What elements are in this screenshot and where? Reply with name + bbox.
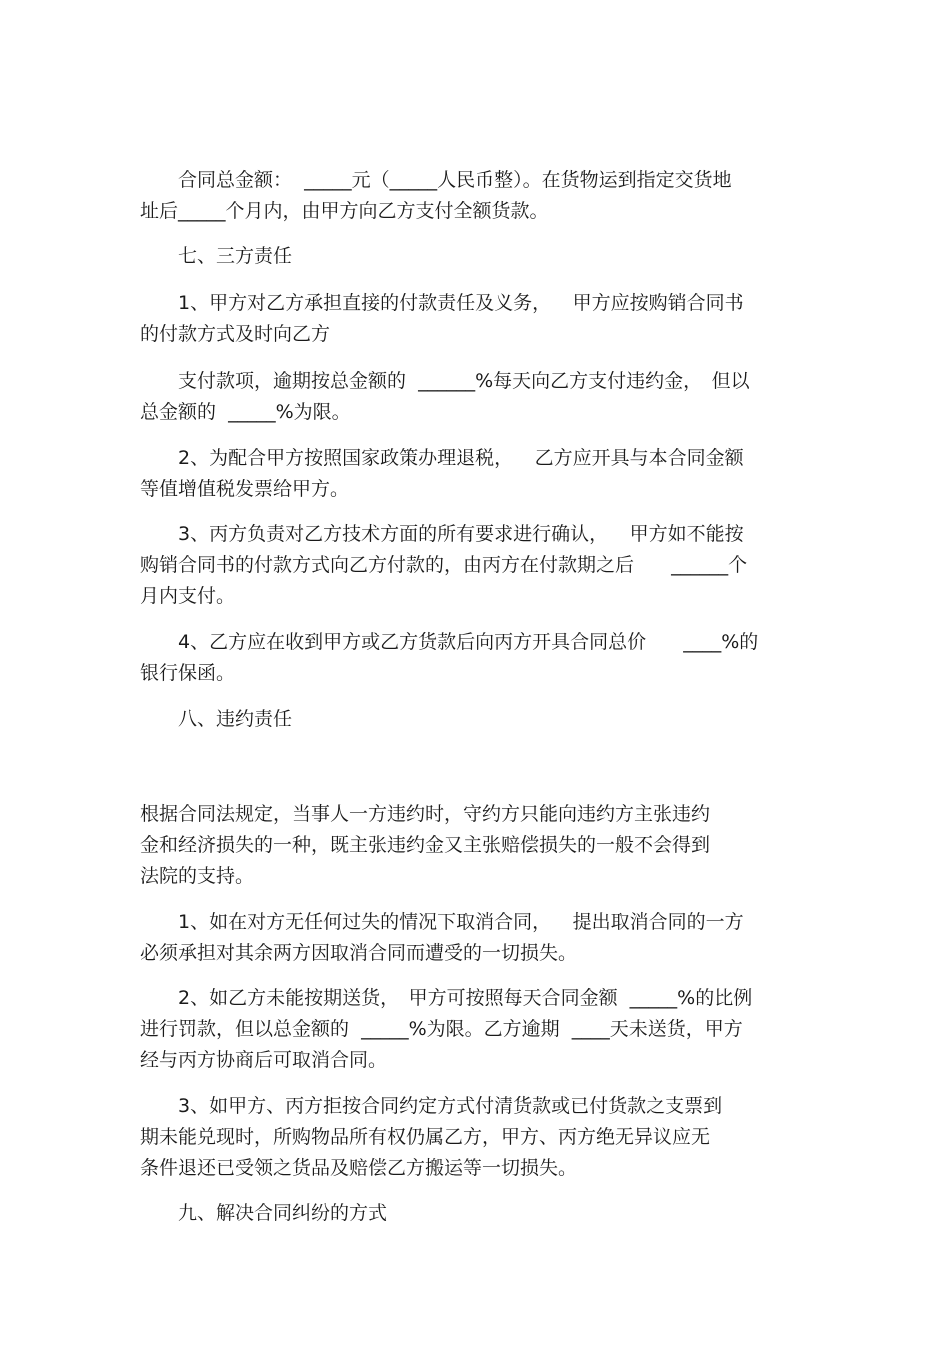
text-line: 3、丙方负责对乙方技术方面的所有要求进行确认， 甲方如不能按 <box>140 523 744 545</box>
text-line: 进行罚款，但以总金额的 _____%为限。乙方逾期 ____天未送货，甲方 <box>140 1018 743 1040</box>
text-line: 月内支付。 <box>140 585 236 607</box>
text-line: 2、如乙方未能按期送货， 甲方可按照每天合同金额 _____%的比例 <box>140 987 753 1009</box>
text-line: 金和经济损失的一种，既主张违约金又主张赔偿损失的一般不会得到 <box>140 834 711 856</box>
section-7-item-4 <box>140 627 812 689</box>
section-8-item-1 <box>140 907 812 969</box>
text-line: 总金额的 _____%为限。 <box>140 401 351 423</box>
text-line: 根据合同法规定，当事人一方违约时，守约方只能向违约方主张违约 <box>140 803 711 825</box>
text-line: 必须承担对其余两方因取消合同而遭受的一切损失。 <box>140 942 578 964</box>
heading-text: 八、违约责任 <box>140 708 293 730</box>
section-8-item-2 <box>140 983 812 1076</box>
section-9-heading <box>140 1198 812 1229</box>
section-7-heading <box>140 241 812 272</box>
section-8-heading <box>140 704 812 735</box>
section-8-item-3 <box>140 1091 812 1184</box>
text-line: 的付款方式及时向乙方 <box>140 323 331 345</box>
section-7-item-2 <box>140 443 812 505</box>
text-line: 期未能兑现时，所购物品所有权仍属乙方，甲方、丙方绝无异议应无 <box>140 1126 711 1148</box>
text-line: 1、如在对方无任何过失的情况下取消合同， 提出取消合同的一方 <box>140 911 744 933</box>
section-7-item-1-continued <box>140 366 812 428</box>
text-line: 购销合同书的付款方式向乙方付款的，由丙方在付款期之后 ______个 <box>140 554 748 576</box>
section-8-intro <box>140 799 812 892</box>
text-line: 条件退还已受领之货品及赔偿乙方搬运等一切损失。 <box>140 1157 578 1179</box>
text-line: 法院的支持。 <box>140 865 255 887</box>
text-line: 2、为配合甲方按照国家政策办理退税， 乙方应开具与本合同金额 <box>140 447 744 469</box>
text-line: 1、甲方对乙方承担直接的付款责任及义务， 甲方应按购销合同书 <box>140 292 744 314</box>
text-line: 址后_____个月内，由甲方向乙方支付全额货款。 <box>140 200 549 222</box>
text-line: 4、乙方应在收到甲方或乙方货款后向丙方开具合同总价 ____%的 <box>140 631 759 653</box>
text-line: 经与丙方协商后可取消合同。 <box>140 1049 388 1071</box>
section-7-item-3 <box>140 519 812 612</box>
section-7-item-1 <box>140 288 812 350</box>
heading-text: 七、三方责任 <box>140 245 293 267</box>
payment-total-paragraph <box>140 165 812 227</box>
heading-text: 九、解决合同纠纷的方式 <box>140 1202 388 1224</box>
text-line: 合同总金额： _____元（_____人民币整）。在货物运到指定交货地 <box>140 169 732 191</box>
text-line: 支付款项，逾期按总金额的 ______%每天向乙方支付违约金， 但以 <box>140 370 750 392</box>
text-line: 等值增值税发票给甲方。 <box>140 478 350 500</box>
text-line: 3、如甲方、丙方拒按合同约定方式付清货款或已付货款之支票到 <box>140 1095 723 1117</box>
text-line: 银行保函。 <box>140 662 236 684</box>
